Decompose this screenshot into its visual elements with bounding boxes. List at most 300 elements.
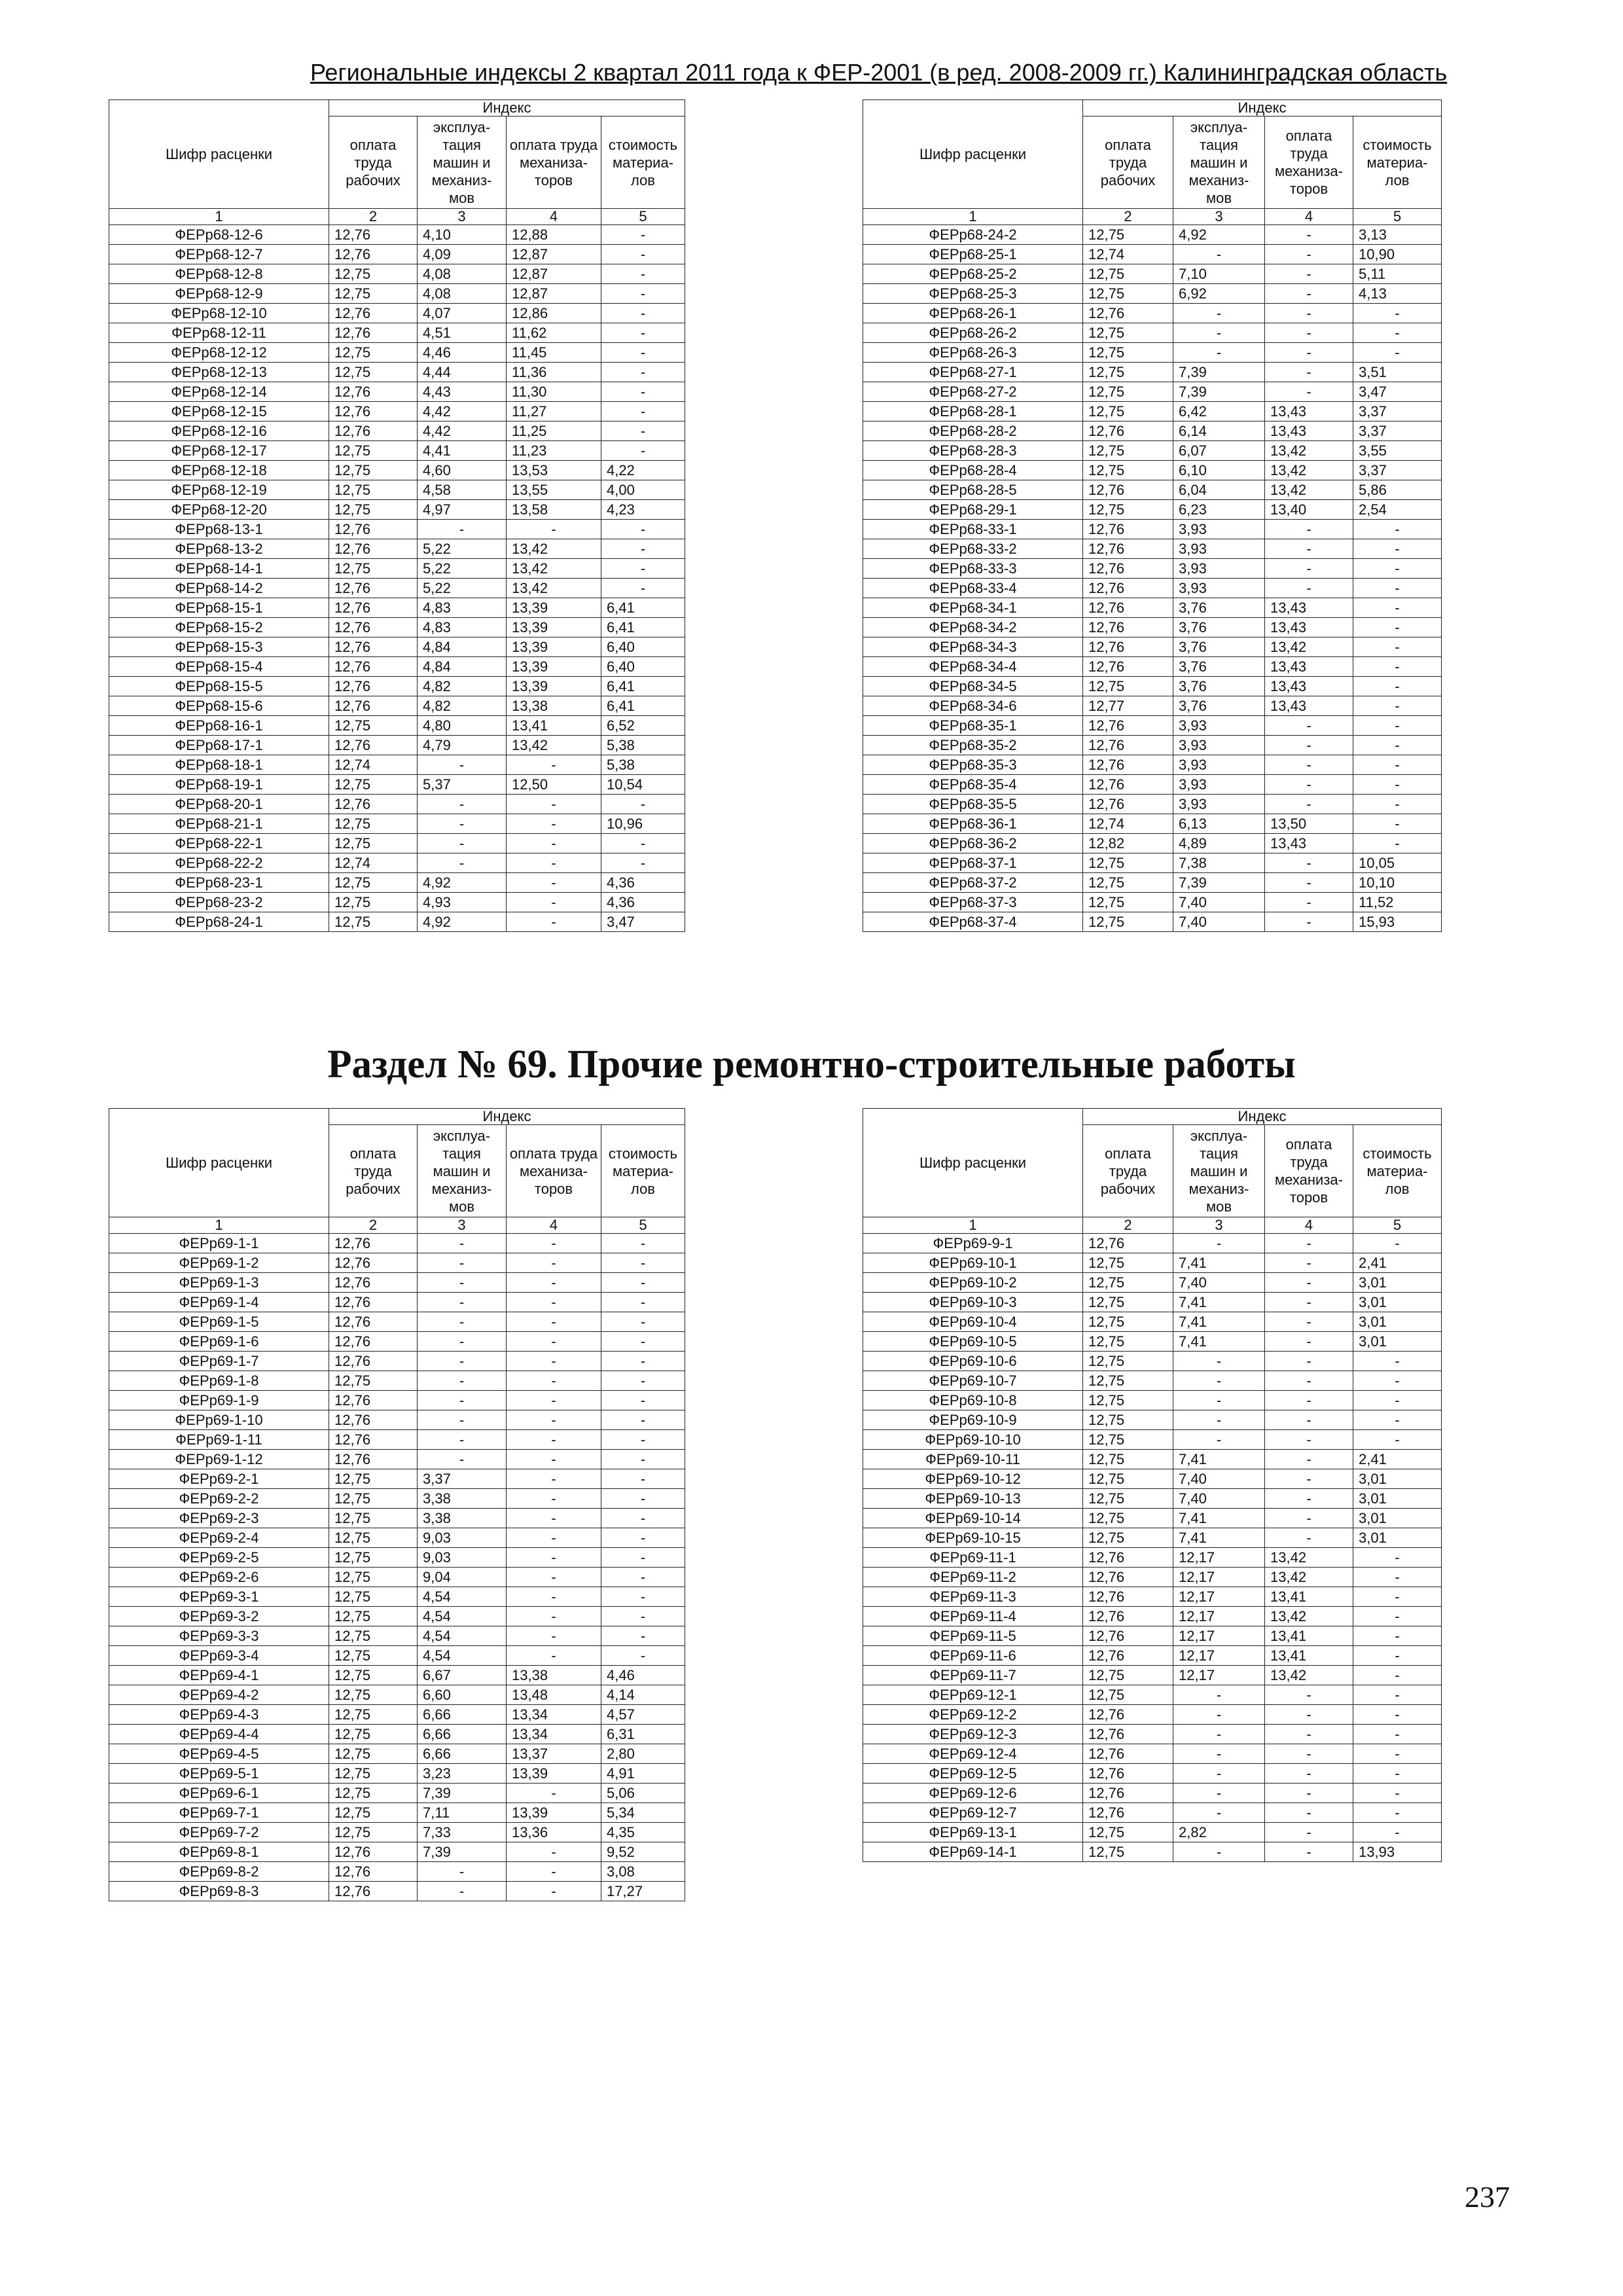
operators-index: 13,37 [507, 1744, 601, 1764]
labor-index: 12,75 [329, 363, 418, 382]
labor-index: 12,75 [329, 1784, 418, 1803]
materials-index: - [601, 579, 685, 598]
labor-index: 12,75 [329, 1685, 418, 1705]
operators-index: 13,43 [1265, 657, 1353, 677]
machines-index: 7,11 [418, 1803, 507, 1823]
rate-code: ФЕРр68-28-3 [863, 441, 1083, 461]
labor-index: 12,75 [329, 893, 418, 912]
materials-index: - [601, 1410, 685, 1430]
rate-code: ФЕРр69-10-1 [863, 1253, 1083, 1273]
table-row [863, 1528, 1442, 1548]
machines-index: 3,76 [1173, 657, 1265, 677]
labor-index: 12,75 [329, 873, 418, 893]
machines-index: 6,14 [1173, 422, 1265, 441]
materials-index: - [1353, 1725, 1442, 1744]
materials-index: 10,05 [1353, 853, 1442, 873]
materials-index: - [601, 1450, 685, 1469]
materials-index: 3,37 [1353, 461, 1442, 480]
materials-index: - [601, 520, 685, 539]
labor-index: 12,75 [1083, 1489, 1173, 1509]
labor-index: 12,75 [329, 1509, 418, 1528]
materials-index: - [601, 1568, 685, 1587]
labor-index: 12,75 [1083, 264, 1173, 284]
machines-index: - [418, 1410, 507, 1430]
machines-index: - [418, 814, 507, 834]
machines-index: - [1173, 245, 1265, 264]
machines-index: - [418, 795, 507, 814]
table-row [109, 637, 685, 657]
materials-index: - [1353, 696, 1442, 716]
rate-code: ФЕРр69-8-1 [109, 1842, 329, 1862]
table-row [109, 912, 685, 932]
table-row [863, 1764, 1442, 1784]
operators-index: - [1265, 1273, 1353, 1293]
labor-index: 12,76 [329, 402, 418, 422]
machines-index: 4,97 [418, 500, 507, 520]
machines-index: 4,46 [418, 343, 507, 363]
materials-index: - [1353, 775, 1442, 795]
rate-code: ФЕРр69-12-2 [863, 1705, 1083, 1725]
rate-code: ФЕРр69-10-6 [863, 1352, 1083, 1371]
machines-index: 4,54 [418, 1587, 507, 1607]
col-number: 4 [507, 209, 601, 225]
materials-index: 2,41 [1353, 1253, 1442, 1273]
rate-code: ФЕРр69-10-11 [863, 1450, 1083, 1469]
labor-index: 12,75 [1083, 1823, 1173, 1842]
materials-index: - [1353, 736, 1442, 755]
rate-code: ФЕРр68-34-6 [863, 696, 1083, 716]
materials-index: 3,51 [1353, 363, 1442, 382]
table-row [863, 893, 1442, 912]
rate-code: ФЕРр68-12-10 [109, 304, 329, 323]
col-header-index: Индекс [329, 100, 685, 117]
table-row [109, 736, 685, 755]
rate-code: ФЕРр69-2-3 [109, 1509, 329, 1528]
machines-index: - [1173, 1234, 1265, 1253]
rate-code: ФЕРр68-37-1 [863, 853, 1083, 873]
machines-index: 6,66 [418, 1705, 507, 1725]
labor-index: 12,76 [329, 1450, 418, 1469]
operators-index: - [507, 1391, 601, 1410]
rate-code: ФЕРр68-15-1 [109, 598, 329, 618]
labor-index: 12,76 [329, 677, 418, 696]
machines-index: 6,13 [1173, 814, 1265, 834]
labor-index: 12,76 [1083, 480, 1173, 500]
operators-index: 13,34 [507, 1705, 601, 1725]
col-number: 5 [601, 209, 685, 225]
operators-index: - [507, 1489, 601, 1509]
labor-index: 12,76 [1083, 1784, 1173, 1803]
machines-index: 5,22 [418, 579, 507, 598]
table-row [863, 1234, 1442, 1253]
labor-index: 12,75 [1083, 284, 1173, 304]
machines-index: - [418, 1450, 507, 1469]
machines-index: - [1173, 304, 1265, 323]
operators-index: - [1265, 1764, 1353, 1784]
table-row [109, 1646, 685, 1666]
labor-index: 12,75 [329, 480, 418, 500]
table-row [863, 1489, 1442, 1509]
materials-index: - [601, 1234, 685, 1253]
rate-code: ФЕРр69-10-8 [863, 1391, 1083, 1410]
table-row [109, 363, 685, 382]
table-row [109, 1626, 685, 1646]
labor-index: 12,76 [329, 520, 418, 539]
machines-index: 6,10 [1173, 461, 1265, 480]
rate-code: ФЕРр69-10-13 [863, 1489, 1083, 1509]
labor-index: 12,75 [1083, 402, 1173, 422]
table-row [109, 1666, 685, 1685]
labor-index: 12,76 [1083, 1646, 1173, 1666]
table-row [109, 755, 685, 775]
machines-index: - [418, 1293, 507, 1312]
operators-index: - [507, 1626, 601, 1646]
machines-index: - [1173, 1371, 1265, 1391]
machines-index: 5,22 [418, 539, 507, 559]
materials-index: - [1353, 304, 1442, 323]
operators-index: - [507, 1273, 601, 1293]
machines-index: - [418, 1371, 507, 1391]
rate-code: ФЕРр69-1-11 [109, 1430, 329, 1450]
machines-index: - [1173, 1352, 1265, 1371]
machines-index: 5,37 [418, 775, 507, 795]
labor-index: 12,76 [1083, 755, 1173, 775]
operators-index: 13,42 [1265, 1568, 1353, 1587]
table-row [863, 598, 1442, 618]
rate-code: ФЕРр68-12-6 [109, 225, 329, 245]
operators-index: 13,42 [507, 559, 601, 579]
table-row [109, 1784, 685, 1803]
rate-code: ФЕРр69-11-5 [863, 1626, 1083, 1646]
col-header-labor: оплата труда рабочих [1083, 1125, 1173, 1217]
labor-index: 12,75 [1083, 1842, 1173, 1862]
operators-index: - [507, 1548, 601, 1568]
table-row [109, 696, 685, 716]
machines-index: - [418, 834, 507, 853]
materials-index: - [601, 853, 685, 873]
materials-index: - [601, 382, 685, 402]
labor-index: 12,75 [1083, 1332, 1173, 1352]
rate-code: ФЕРр68-12-7 [109, 245, 329, 264]
rate-code: ФЕРр68-27-2 [863, 382, 1083, 402]
rate-code: ФЕРр69-3-2 [109, 1607, 329, 1626]
rate-code: ФЕРр68-26-2 [863, 323, 1083, 343]
materials-index: 4,91 [601, 1764, 685, 1784]
operators-index: 11,30 [507, 382, 601, 402]
materials-index: - [1353, 323, 1442, 343]
rate-code: ФЕРр69-7-1 [109, 1803, 329, 1823]
operators-index: - [507, 1862, 601, 1882]
table-row [863, 225, 1442, 245]
labor-index: 12,75 [1083, 500, 1173, 520]
rate-code: ФЕРр68-36-2 [863, 834, 1083, 853]
rate-code: ФЕРр68-14-2 [109, 579, 329, 598]
operators-index: 13,48 [507, 1685, 601, 1705]
machines-index: 4,79 [418, 736, 507, 755]
machines-index: 5,22 [418, 559, 507, 579]
operators-index: 13,39 [507, 657, 601, 677]
labor-index: 12,76 [1083, 1626, 1173, 1646]
machines-index: 6,04 [1173, 480, 1265, 500]
operators-index: 13,42 [1265, 1666, 1353, 1685]
table-row [863, 1646, 1442, 1666]
rate-code: ФЕРр68-15-6 [109, 696, 329, 716]
operators-index: - [1265, 893, 1353, 912]
materials-index: - [601, 323, 685, 343]
operators-index: - [1265, 1744, 1353, 1764]
labor-index: 12,75 [329, 1587, 418, 1607]
rate-code: ФЕРр68-28-5 [863, 480, 1083, 500]
rate-code: ФЕРр68-35-5 [863, 795, 1083, 814]
rate-code: ФЕРр68-12-16 [109, 422, 329, 441]
col-number: 3 [1173, 209, 1265, 225]
table-row [109, 1607, 685, 1626]
operators-index: - [507, 755, 601, 775]
operators-index: - [1265, 1332, 1353, 1352]
table-row [109, 677, 685, 696]
materials-index: 5,06 [601, 1784, 685, 1803]
materials-index: - [1353, 795, 1442, 814]
materials-index: - [601, 1273, 685, 1293]
operators-index: 13,41 [1265, 1646, 1353, 1666]
rate-code: ФЕРр69-2-2 [109, 1489, 329, 1509]
table-row [863, 363, 1442, 382]
table-row [863, 480, 1442, 500]
labor-index: 12,75 [1083, 1352, 1173, 1371]
col-number: 3 [1173, 1217, 1265, 1234]
col-header-code: Шифр расценки [109, 100, 329, 209]
rate-code: ФЕРр68-25-3 [863, 284, 1083, 304]
table-row [863, 579, 1442, 598]
operators-index: - [507, 1371, 601, 1391]
labor-index: 12,76 [1083, 1587, 1173, 1607]
materials-index: - [1353, 677, 1442, 696]
operators-index: - [507, 1509, 601, 1528]
operators-index: 12,87 [507, 284, 601, 304]
rate-code: ФЕРр69-10-7 [863, 1371, 1083, 1391]
operators-index: - [1265, 559, 1353, 579]
operators-index: 13,43 [1265, 618, 1353, 637]
machines-index: 3,93 [1173, 736, 1265, 755]
operators-index: - [507, 1587, 601, 1607]
col-number: 1 [109, 209, 329, 225]
operators-index: 11,62 [507, 323, 601, 343]
materials-index: - [601, 795, 685, 814]
operators-index: - [1265, 1253, 1353, 1273]
labor-index: 12,75 [329, 1646, 418, 1666]
machines-index: 3,76 [1173, 598, 1265, 618]
materials-index: - [601, 304, 685, 323]
rate-code: ФЕРр68-17-1 [109, 736, 329, 755]
rate-code: ФЕРр68-28-2 [863, 422, 1083, 441]
labor-index: 12,74 [329, 853, 418, 873]
materials-index: 9,52 [601, 1842, 685, 1862]
operators-index: 13,40 [1265, 500, 1353, 520]
operators-index: - [507, 1450, 601, 1469]
rate-code: ФЕРр68-22-1 [109, 834, 329, 853]
machines-index: 4,08 [418, 284, 507, 304]
machines-index: - [418, 1352, 507, 1371]
labor-index: 12,76 [1083, 1764, 1173, 1784]
operators-index: - [1265, 520, 1353, 539]
labor-index: 12,76 [1083, 422, 1173, 441]
labor-index: 12,76 [329, 1410, 418, 1430]
rate-code: ФЕРр68-12-11 [109, 323, 329, 343]
labor-index: 12,75 [1083, 461, 1173, 480]
operators-index: - [1265, 363, 1353, 382]
table-row [863, 1509, 1442, 1528]
operators-index: - [507, 1568, 601, 1587]
table-row [863, 696, 1442, 716]
table-row [109, 284, 685, 304]
labor-index: 12,74 [1083, 245, 1173, 264]
machines-index: 4,92 [1173, 225, 1265, 245]
table-row [109, 853, 685, 873]
materials-index: - [1353, 1234, 1442, 1253]
rate-code: ФЕРр69-2-5 [109, 1548, 329, 1568]
col-number: 2 [1083, 1217, 1173, 1234]
labor-index: 12,76 [1083, 1744, 1173, 1764]
labor-index: 12,76 [329, 1842, 418, 1862]
machines-index: 6,92 [1173, 284, 1265, 304]
operators-index: 13,42 [1265, 441, 1353, 461]
table-row [863, 1823, 1442, 1842]
materials-index: - [1353, 1430, 1442, 1450]
table-row [863, 795, 1442, 814]
rate-code: ФЕРр69-10-15 [863, 1528, 1083, 1548]
labor-index: 12,75 [329, 1568, 418, 1587]
rate-code: ФЕРр69-6-1 [109, 1784, 329, 1803]
table-row [109, 1234, 685, 1253]
table-row [863, 1587, 1442, 1607]
labor-index: 12,76 [329, 1882, 418, 1901]
col-header-materials: стоимость материа- лов [1353, 1125, 1442, 1217]
machines-index: 3,38 [418, 1509, 507, 1528]
table-row [863, 1273, 1442, 1293]
operators-index: - [507, 1646, 601, 1666]
rate-code: ФЕРр68-21-1 [109, 814, 329, 834]
rate-code: ФЕРр69-9-1 [863, 1234, 1083, 1253]
materials-index: 3,01 [1353, 1332, 1442, 1352]
rate-code: ФЕРр69-3-1 [109, 1587, 329, 1607]
labor-index: 12,74 [1083, 814, 1173, 834]
operators-index: 13,42 [1265, 461, 1353, 480]
labor-index: 12,75 [329, 1803, 418, 1823]
rate-code: ФЕРр69-11-3 [863, 1587, 1083, 1607]
labor-index: 12,75 [1083, 1293, 1173, 1312]
col-number: 5 [1353, 1217, 1442, 1234]
rate-code: ФЕРр68-24-2 [863, 225, 1083, 245]
table-row [863, 245, 1442, 264]
labor-index: 12,75 [329, 1489, 418, 1509]
operators-index: 13,41 [1265, 1587, 1353, 1607]
materials-index: 2,41 [1353, 1450, 1442, 1469]
materials-index: 6,41 [601, 598, 685, 618]
table-row [109, 873, 685, 893]
table-row [863, 1352, 1442, 1371]
table-row [863, 1293, 1442, 1312]
operators-index: 13,41 [507, 716, 601, 736]
rate-code: ФЕРр68-12-13 [109, 363, 329, 382]
rate-code: ФЕРр69-4-3 [109, 1705, 329, 1725]
operators-index: - [1265, 1371, 1353, 1391]
table-row [109, 1862, 685, 1882]
machines-index: 7,40 [1173, 1469, 1265, 1489]
materials-index: 3,01 [1353, 1509, 1442, 1528]
operators-index: - [1265, 1705, 1353, 1725]
rate-code: ФЕРр68-12-12 [109, 343, 329, 363]
materials-index: - [601, 1332, 685, 1352]
materials-index: - [1353, 1685, 1442, 1705]
labor-index: 12,75 [1083, 1312, 1173, 1332]
operators-index: 13,38 [507, 696, 601, 716]
machines-index: - [418, 1862, 507, 1882]
materials-index: - [601, 1548, 685, 1568]
operators-index: - [1265, 1823, 1353, 1842]
labor-index: 12,76 [329, 422, 418, 441]
table-row [109, 1273, 685, 1293]
rate-code: ФЕРр69-10-5 [863, 1332, 1083, 1352]
table-row [863, 873, 1442, 893]
machines-index: - [1173, 1744, 1265, 1764]
materials-index: - [601, 363, 685, 382]
materials-index: - [601, 1430, 685, 1450]
rate-code: ФЕРр69-12-5 [863, 1764, 1083, 1784]
machines-index: - [1173, 1784, 1265, 1803]
materials-index: - [1353, 1823, 1442, 1842]
operators-index: - [1265, 755, 1353, 775]
table-row [109, 814, 685, 834]
operators-index: - [1265, 1312, 1353, 1332]
operators-index: 13,50 [1265, 814, 1353, 834]
rate-code: ФЕРр69-12-1 [863, 1685, 1083, 1705]
table-row [109, 441, 685, 461]
operators-index: - [1265, 1489, 1353, 1509]
table-body [109, 225, 685, 932]
rate-code: ФЕРр69-12-4 [863, 1744, 1083, 1764]
rate-code: ФЕРр69-1-2 [109, 1253, 329, 1273]
labor-index: 12,75 [329, 343, 418, 363]
labor-index: 12,76 [1083, 1568, 1173, 1587]
materials-index: - [601, 1352, 685, 1371]
labor-index: 12,75 [1083, 343, 1173, 363]
labor-index: 12,75 [329, 1607, 418, 1626]
labor-index: 12,75 [329, 834, 418, 853]
table-row [863, 716, 1442, 736]
labor-index: 12,75 [1083, 1469, 1173, 1489]
labor-index: 12,76 [1083, 520, 1173, 539]
machines-index: - [418, 1882, 507, 1901]
machines-index: 7,41 [1173, 1253, 1265, 1273]
labor-index: 12,75 [1083, 1685, 1173, 1705]
table-row [863, 1626, 1442, 1646]
operators-index: 13,42 [1265, 637, 1353, 657]
labor-index: 12,75 [329, 912, 418, 932]
table-row [863, 1469, 1442, 1489]
table-row [109, 834, 685, 853]
operators-index: 11,25 [507, 422, 601, 441]
materials-index: - [601, 1371, 685, 1391]
operators-index: - [1265, 1293, 1353, 1312]
labor-index: 12,76 [1083, 736, 1173, 755]
machines-index: - [1173, 1764, 1265, 1784]
table-row [109, 500, 685, 520]
labor-index: 12,76 [329, 1253, 418, 1273]
machines-index: 6,42 [1173, 402, 1265, 422]
machines-index: - [1173, 1842, 1265, 1862]
col-number: 5 [1353, 209, 1442, 225]
labor-index: 12,75 [329, 559, 418, 579]
